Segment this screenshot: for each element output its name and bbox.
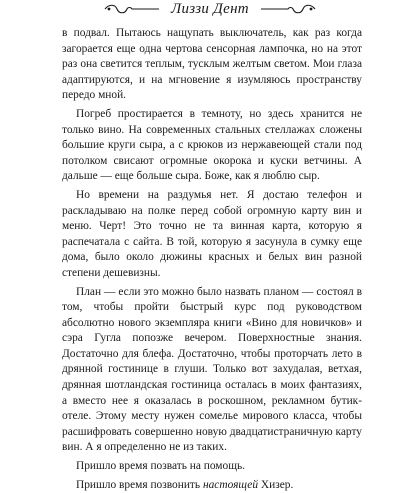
paragraph: в подвал. Пытаюсь нащупать выключатель, как раз когда загорается еще одна чертова сенсорная лампочка, но на этот раз она светится теплым, тусклым желтым светом. Мои глаза адаптируются, и на мгновение я изумляюсь пространству передо мной. [62,27,362,102]
paragraph-text: Пришло время позвонить [76,478,203,491]
paragraph: План — если это можно было назвать планом — состоял в том, чтобы пройти быстрый курс под руководством абсолютно нового экземпляра книги «Вино для новичков» и сэра Гугла попозже вечером. Поверхностные знания. Достаточно для блефа. Достаточно, чтобы проторчать лето в дрянной гостинице в глуши. Только вот захудалая, ветхая, дрянная шотландская гостиница осталась в моих фантазиях, а вместо нее я оказалась в роскошном, рекламном бутик-отеле. Этому месту нужен сомелье мирового класса, чтобы расшифровать совершенно новую двадцатистраничную карту вин. А я определенно не из таких. [62,285,362,454]
body-text [62,26,362,493]
paragraph-text: Хизер. [258,478,294,491]
running-head-author: Лиззи Дент [171,1,249,17]
scroll-flourish-icon [259,3,317,15]
paragraph: Но времени на раздумья нет. Я достаю телефон и раскладываю на полке перед собой огромную карту вин и меню. Черт! Это точно не та винная карта, которую я распечатала с сайта. В той, которую я засунула в сумку еще дома, было около дюжины красных и белых вин разной степени дешевизны. [62,188,362,279]
emphasis-text: настоящей [202,478,259,491]
paragraph: Погреб простирается в темноту, но здесь хранится не только вино. На современных стальных стеллажах сложены большие круги сыра, а с крюков из нержавеющей стали под потолком свисают огромные окорока и куски ветчины. А дальше — еще больше сыра. Боже, как я люблю сыр. [62,107,362,183]
paragraph [62,478,362,493]
paragraph: Пришло время позвать на помощь. [76,460,246,473]
scroll-flourish-icon [103,3,161,15]
running-head [0,0,420,18]
